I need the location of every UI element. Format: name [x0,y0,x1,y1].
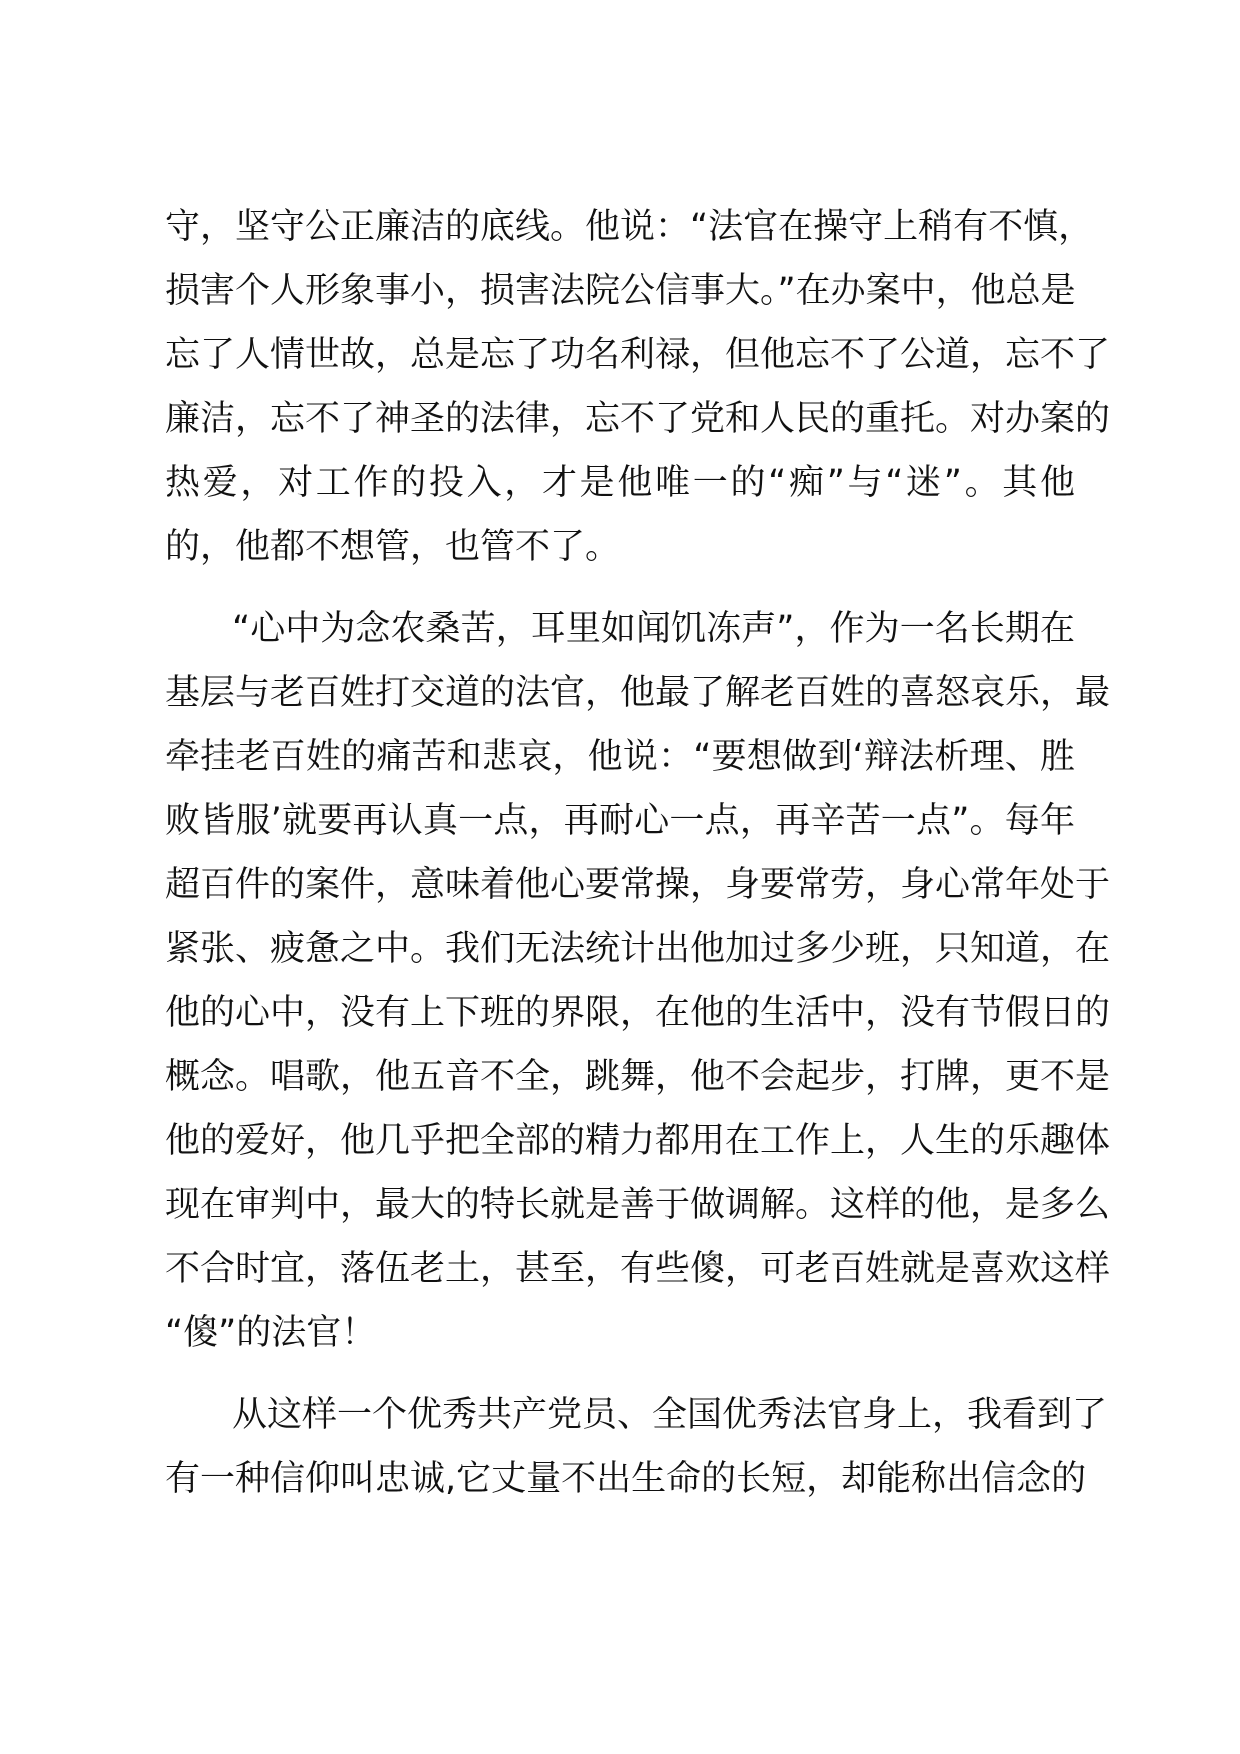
text-line: 不合时宜，落伍老土，甚至，有些傻，可老百姓就是喜欢这样 [165,1249,1111,1289]
paragraph-first-line: 从这样一个优秀共产党员、全国优秀法官身上，我看到了 [232,1395,1108,1435]
text-line: 他的爱好，他几乎把全部的精力都用在工作上，人生的乐趣体 [165,1121,1111,1161]
text-line: 忘了人情世故，总是忘了功名利禄，但他忘不了公道，忘不了 [165,335,1111,375]
text-line: 基层与老百姓打交道的法官，他最了解老百姓的喜怒哀乐，最 [165,673,1111,713]
text-line: “傻”的法官！ [165,1313,377,1353]
text-line: 超百件的案件，意味着他心要常操，身要常劳，身心常年处于 [165,865,1111,905]
text-line: 现在审判中，最大的特长就是善于做调解。这样的他，是多么 [165,1185,1111,1225]
text-line: 紧张、疲惫之中。我们无法统计出他加过多少班，只知道，在 [165,929,1111,969]
text-line: 败皆服’就要再认真一点，再耐心一点，再辛苦一点”。每年 [165,801,1075,841]
text-line: 他的心中，没有上下班的界限，在他的生活中，没有节假日的 [165,993,1111,1033]
text-line: 牵挂老百姓的痛苦和悲哀，他说：“要想做到‘辩法析理、胜 [165,737,1075,777]
text-line: 的，他都不想管，也管不了。 [165,527,621,567]
text-line: 廉洁，忘不了神圣的法律，忘不了党和人民的重托。对办案的 [165,399,1111,439]
text-line: 概念。唱歌，他五音不全，跳舞，他不会起步，打牌，更不是 [165,1057,1111,1097]
paragraph-first-line: “心中为念农桑苦，耳里如闻饥冻声”，作为一名长期在 [232,609,1075,649]
text-line: 有一种信仰叫忠诚,它丈量不出生命的长短，却能称出信念的 [165,1459,1087,1499]
text-line: 热爱，对工作的投入，才是他唯一的“痴”与“迷”。其他 [165,463,1075,503]
text-line: 守，坚守公正廉洁的底线。他说：“法官在操守上稍有不慎， [165,207,1094,247]
text-line: 损害个人形象事小，损害法院公信事大。”在办案中，他总是 [165,271,1076,311]
